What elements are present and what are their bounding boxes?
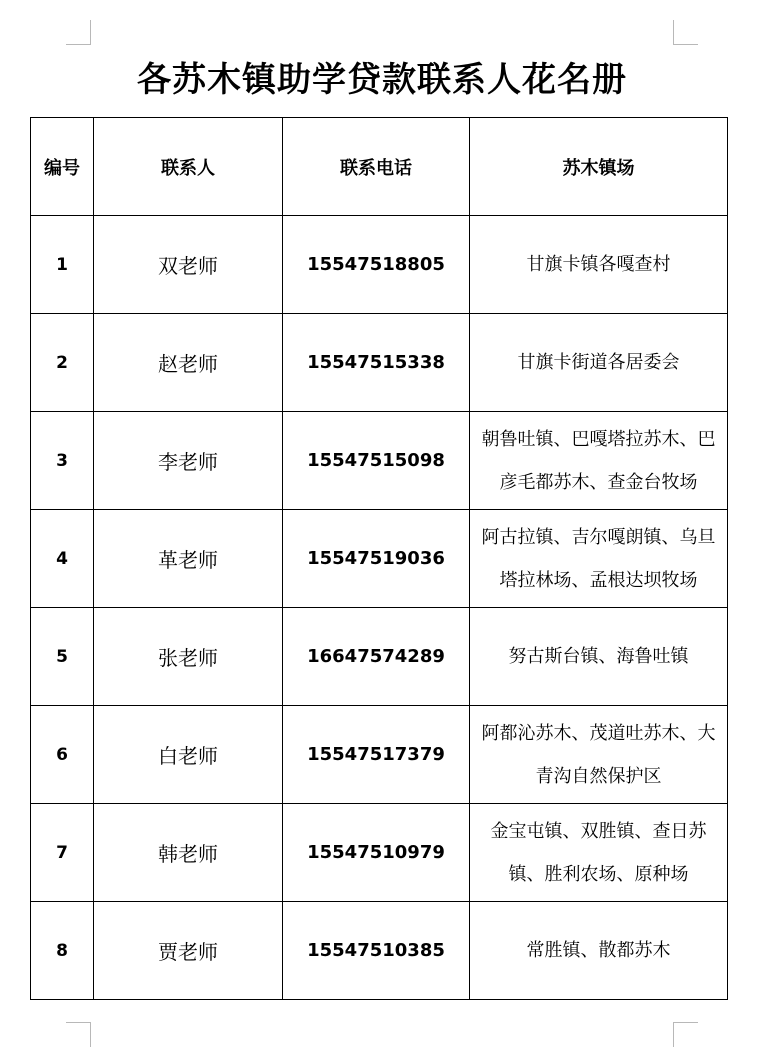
table-row bbox=[31, 902, 728, 1000]
row-number: 8 bbox=[31, 902, 94, 1000]
table-row bbox=[31, 216, 728, 314]
contact-name: 贾老师 bbox=[94, 902, 283, 1000]
phone-number: 15547518805 bbox=[283, 216, 470, 314]
area-list: 阿古拉镇、吉尔嘎朗镇、乌旦塔拉林场、孟根达坝牧场 bbox=[470, 510, 728, 608]
table-row bbox=[31, 804, 728, 902]
row-number: 2 bbox=[31, 314, 94, 412]
table-row bbox=[31, 608, 728, 706]
contact-name: 韩老师 bbox=[94, 804, 283, 902]
phone-number: 15547519036 bbox=[283, 510, 470, 608]
phone-number: 15547510385 bbox=[283, 902, 470, 1000]
area-list: 甘旗卡镇各嘎查村 bbox=[470, 216, 728, 314]
table-row bbox=[31, 314, 728, 412]
area-list: 甘旗卡街道各居委会 bbox=[470, 314, 728, 412]
contact-name: 双老师 bbox=[94, 216, 283, 314]
area-list: 常胜镇、散都苏木 bbox=[470, 902, 728, 1000]
phone-number: 16647574289 bbox=[283, 608, 470, 706]
phone-number: 15547517379 bbox=[283, 706, 470, 804]
table-row bbox=[31, 706, 728, 804]
phone-number: 15547510979 bbox=[283, 804, 470, 902]
area-list: 朝鲁吐镇、巴嘎塔拉苏木、巴彦毛都苏木、查金台牧场 bbox=[470, 412, 728, 510]
row-number: 5 bbox=[31, 608, 94, 706]
header-area: 苏木镇场 bbox=[470, 118, 728, 216]
contact-table bbox=[30, 117, 728, 1000]
page-corner-mark-top-right bbox=[673, 20, 698, 45]
row-number: 4 bbox=[31, 510, 94, 608]
document-title: 各苏木镇助学贷款联系人花名册 bbox=[137, 60, 627, 100]
table-header-row bbox=[31, 118, 728, 216]
header-number: 编号 bbox=[31, 118, 94, 216]
table-row bbox=[31, 412, 728, 510]
page-corner-mark-bottom-right bbox=[673, 1022, 698, 1047]
table-row bbox=[31, 510, 728, 608]
area-list: 金宝屯镇、双胜镇、查日苏镇、胜利农场、原种场 bbox=[470, 804, 728, 902]
area-list: 阿都沁苏木、茂道吐苏木、大青沟自然保护区 bbox=[470, 706, 728, 804]
contact-name: 李老师 bbox=[94, 412, 283, 510]
header-phone: 联系电话 bbox=[283, 118, 470, 216]
row-number: 3 bbox=[31, 412, 94, 510]
contact-name: 白老师 bbox=[94, 706, 283, 804]
row-number: 6 bbox=[31, 706, 94, 804]
row-number: 7 bbox=[31, 804, 94, 902]
contact-name: 赵老师 bbox=[94, 314, 283, 412]
row-number: 1 bbox=[31, 216, 94, 314]
area-list: 努古斯台镇、海鲁吐镇 bbox=[470, 608, 728, 706]
contact-name: 张老师 bbox=[94, 608, 283, 706]
page-corner-mark-top-left bbox=[66, 20, 91, 45]
phone-number: 15547515338 bbox=[283, 314, 470, 412]
page-corner-mark-bottom-left bbox=[66, 1022, 91, 1047]
phone-number: 15547515098 bbox=[283, 412, 470, 510]
contact-name: 革老师 bbox=[94, 510, 283, 608]
header-contact: 联系人 bbox=[94, 118, 283, 216]
